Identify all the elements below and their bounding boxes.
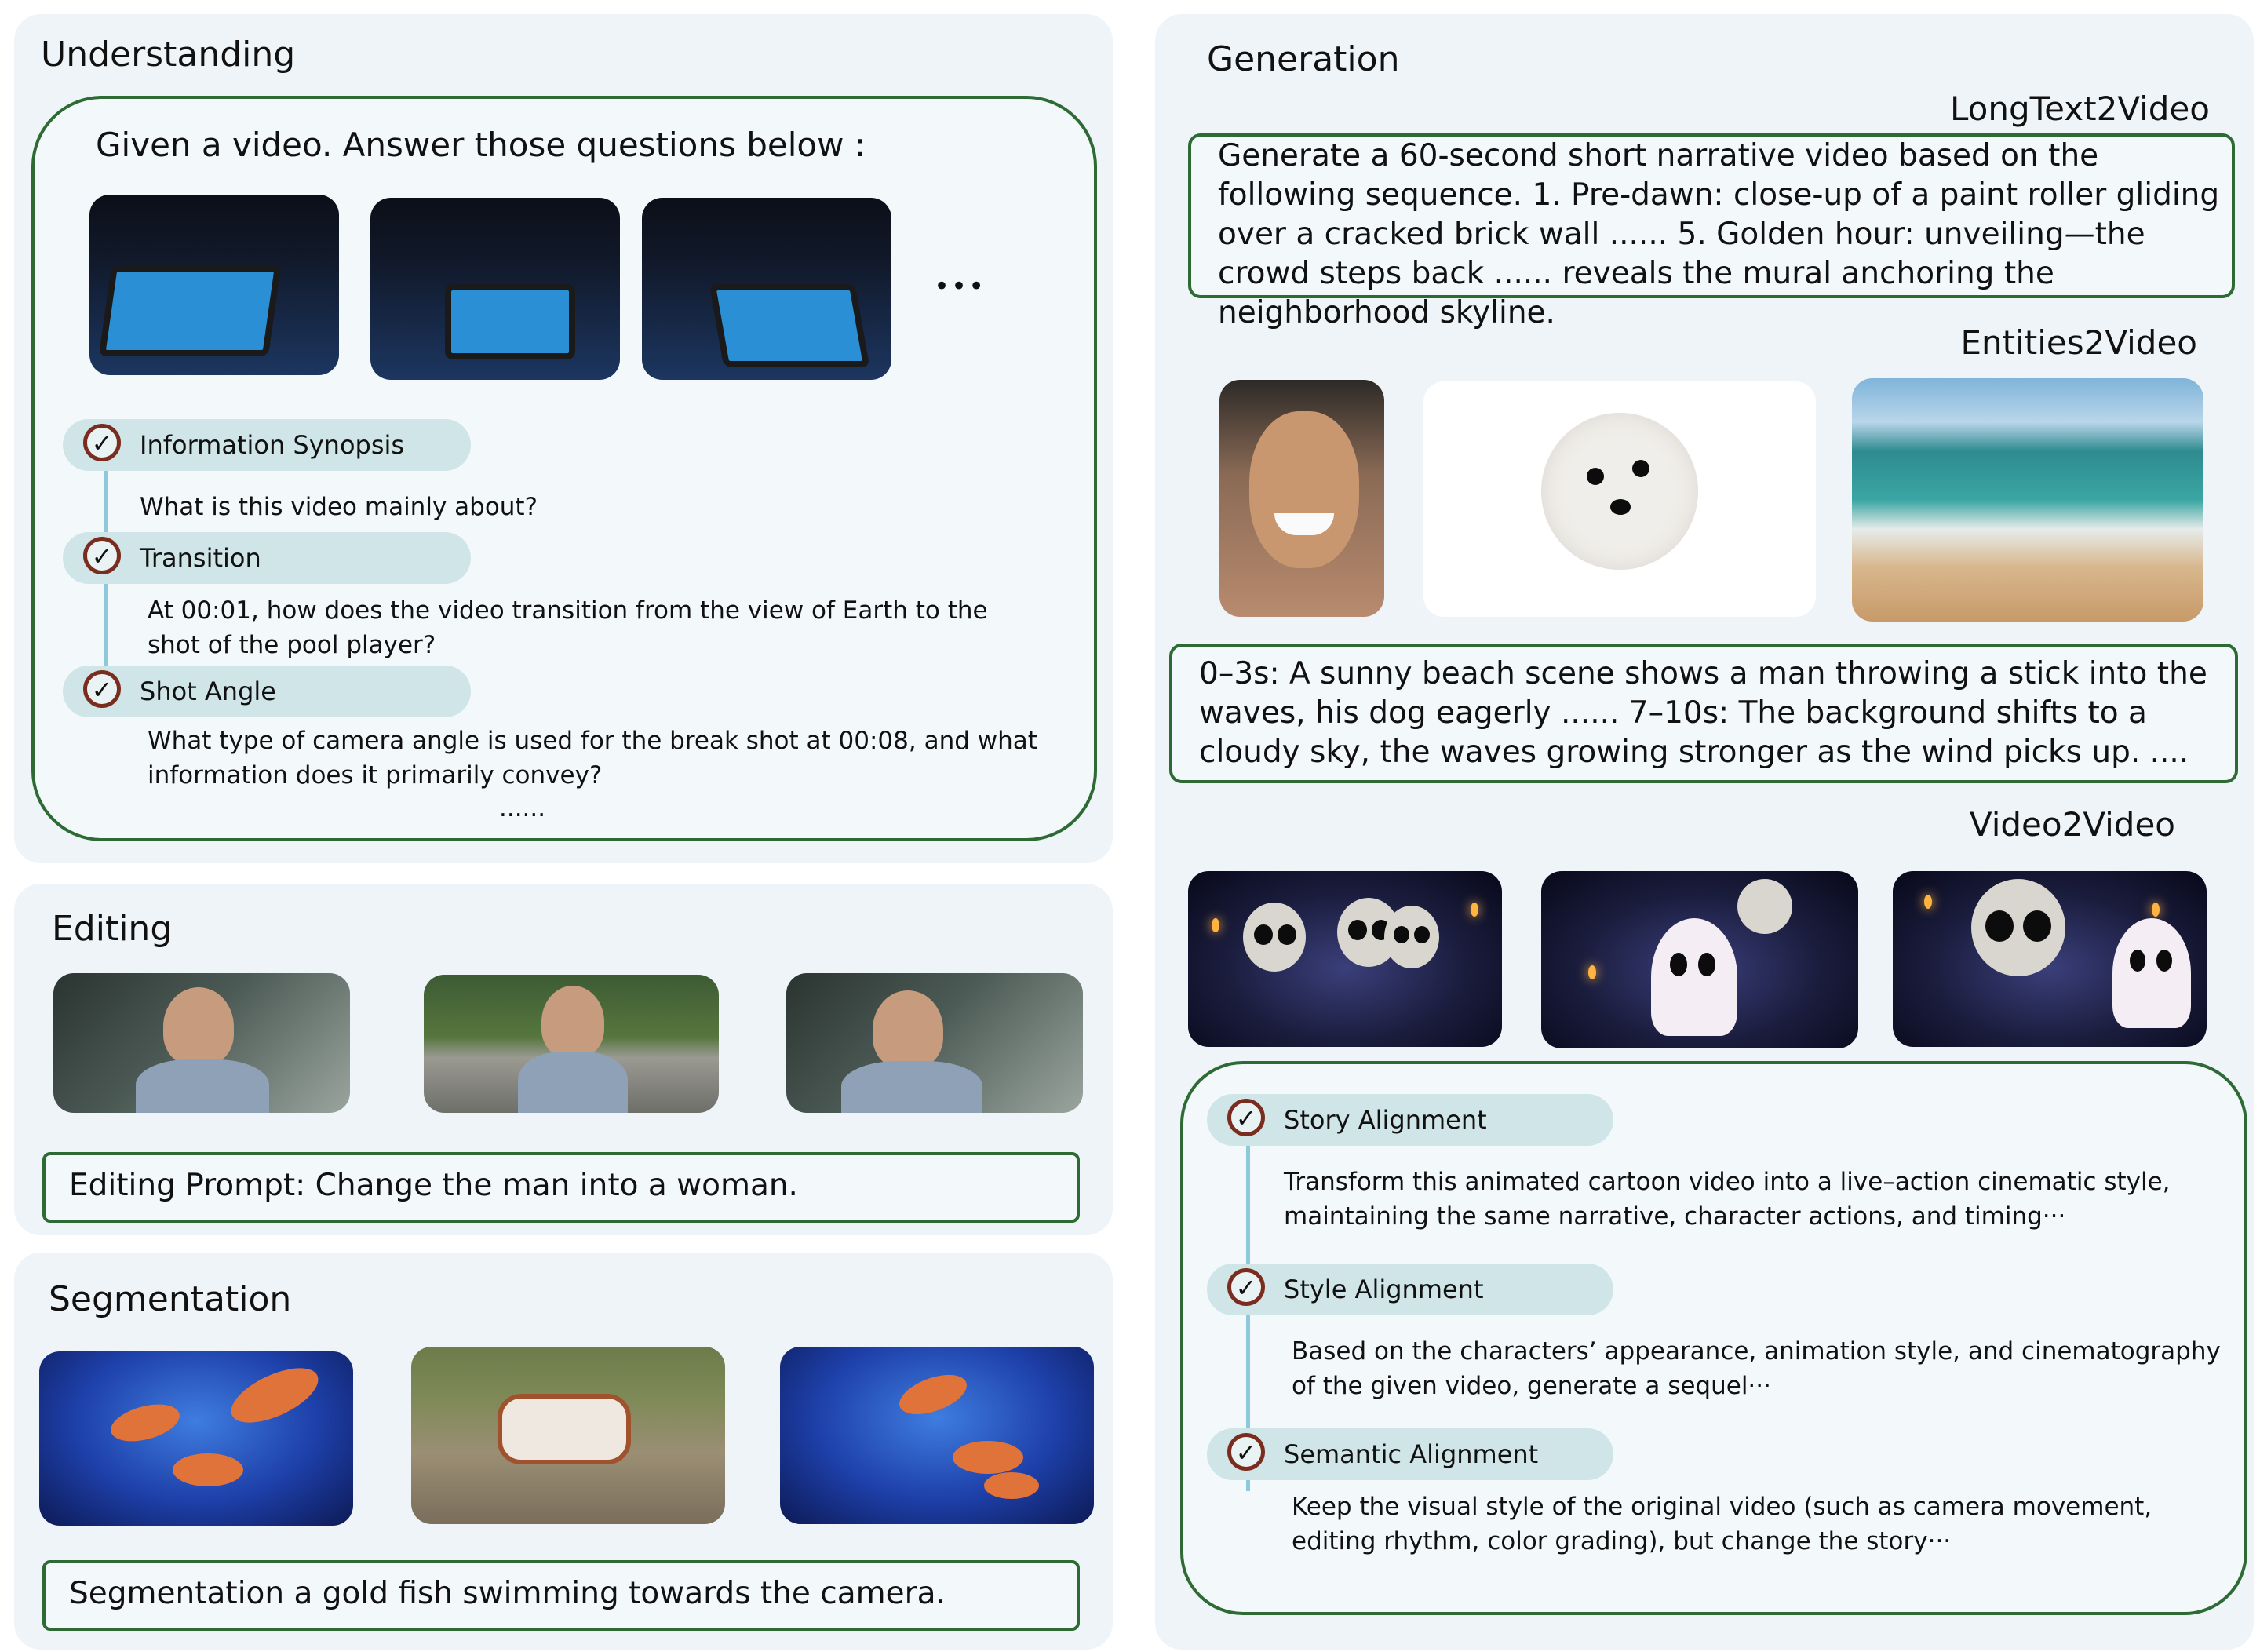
check-icon: ✓ (1227, 1433, 1265, 1471)
candle (1924, 895, 1932, 909)
entities-title: Entities2Video (1960, 323, 2197, 362)
entity-man-photo (1219, 380, 1384, 617)
man-body (841, 1061, 982, 1113)
man-head (873, 990, 943, 1069)
man-face (1249, 411, 1359, 568)
pool-table (99, 265, 281, 356)
segmentation-prompt: Segmentation a gold fish swimming towards the camera. (69, 1576, 946, 1611)
skull-character (1384, 906, 1439, 968)
pool-frame-3 (642, 198, 891, 380)
pill-shot-angle (63, 666, 471, 717)
pool-frame-1 (89, 195, 339, 375)
check-icon: ✓ (1227, 1099, 1265, 1136)
pill-label: Style Alignment (1284, 1275, 1484, 1304)
pill-semantic-alignment (1207, 1428, 1613, 1480)
style-alignment-text: Based on the characters’ appearance, animation style, and cinematography of the given video, generate a sequel··· (1292, 1337, 2221, 1400)
editing-frame-1 (53, 973, 350, 1113)
check-icon: ✓ (83, 670, 121, 708)
pill-label: Transition (140, 543, 261, 573)
goldfish (984, 1472, 1039, 1499)
pool-table (445, 284, 575, 359)
generation-title: Generation (1207, 39, 1400, 79)
video2video-title: Video2Video (1969, 805, 2175, 844)
goldfish (173, 1453, 243, 1486)
longtext-title: LongText2Video (1950, 89, 2210, 128)
video2video-frame-2 (1541, 871, 1858, 1048)
goldfish (107, 1398, 184, 1448)
check-icon: ✓ (1227, 1268, 1265, 1306)
semantic-alignment-text: Keep the visual style of the original video (such as camera movement, editing rhythm, color grading), but change the story··· (1292, 1493, 2152, 1555)
dog-eye (1587, 468, 1604, 485)
understanding-title: Understanding (41, 35, 296, 75)
dog-head (1541, 413, 1698, 570)
pill-story-alignment (1207, 1094, 1613, 1146)
questions-ellipsis: ...... (499, 794, 546, 822)
question-synopsis: What is this video mainly about? (140, 493, 538, 521)
video2video-frame-1 (1188, 871, 1502, 1047)
skull-character (1971, 879, 2065, 976)
question-transition: At 00:01, how does the video transition from the view of Earth to the shot of the pool player? (148, 596, 988, 659)
video2video-frame-3 (1893, 871, 2207, 1047)
editing-prompt: Editing Prompt: Change the man into a woman. (69, 1168, 798, 1203)
understanding-instruction: Given a video. Answer those questions below : (96, 126, 866, 164)
segmentation-title: Segmentation (49, 1279, 292, 1319)
cow (498, 1394, 631, 1464)
candle (2152, 903, 2160, 917)
goldfish (953, 1441, 1023, 1474)
pill-label: Information Synopsis (140, 430, 405, 460)
check-icon: ✓ (83, 537, 121, 574)
entity-dog-photo (1423, 381, 1816, 617)
pill-label: Semantic Alignment (1284, 1439, 1539, 1469)
goldfish (224, 1357, 326, 1434)
editing-frame-3 (786, 973, 1083, 1113)
pill-information-synopsis (63, 419, 471, 471)
pool-table (709, 284, 870, 367)
pill-label: Story Alignment (1284, 1105, 1487, 1135)
candle (1212, 918, 1219, 932)
dog-nose (1610, 499, 1631, 515)
pill-label: Shot Angle (140, 676, 276, 706)
entity-beach-photo (1852, 378, 2204, 622)
story-alignment-text: Transform this animated cartoon video into a live–action cinematic style, maintaining the same narrative, character actions, and timing··· (1284, 1168, 2171, 1231)
man-body (136, 1059, 269, 1113)
man-head (163, 987, 234, 1066)
more-frames-ellipsis: ••• (934, 271, 986, 302)
entities-prompt: 0–3s: A sunny beach scene shows a man throwing a stick into the waves, his dog eagerly ...... 7–10s: The background shifts to a cloudy sky, the waves growing stronger as the wind picks up. .... (1199, 656, 2207, 770)
segmentation-frame-2 (411, 1347, 725, 1524)
goldfish (895, 1367, 972, 1422)
man-body (518, 1052, 628, 1113)
skull-character (1243, 903, 1306, 972)
question-shot-angle: What type of camera angle is used for the break shot at 00:08, and what information does it primarily convey? (148, 727, 1037, 790)
ghost-character (2112, 918, 2191, 1028)
segmentation-frame-3 (780, 1347, 1094, 1524)
check-icon: ✓ (83, 424, 121, 461)
candle (1588, 965, 1596, 979)
man-head (541, 986, 604, 1058)
editing-frame-2 (424, 975, 719, 1113)
pill-style-alignment (1207, 1264, 1613, 1315)
skull-character (1737, 879, 1792, 934)
pill-transition (63, 532, 471, 584)
ghost-character (1651, 918, 1737, 1036)
pool-frame-2 (370, 198, 620, 380)
segmentation-frame-1 (39, 1351, 353, 1526)
dog-eye (1632, 460, 1649, 477)
candle (1471, 903, 1478, 917)
longtext-prompt: Generate a 60-second short narrative video based on the following sequence. 1. Pre-dawn: close-up of a paint roller gliding over a cracked brick wall ...... 5. Golden hour: unveiling—the crowd steps back ...... reveals the mural anchoring the neighborhood skyline. (1218, 138, 2220, 330)
editing-title: Editing (52, 909, 173, 949)
